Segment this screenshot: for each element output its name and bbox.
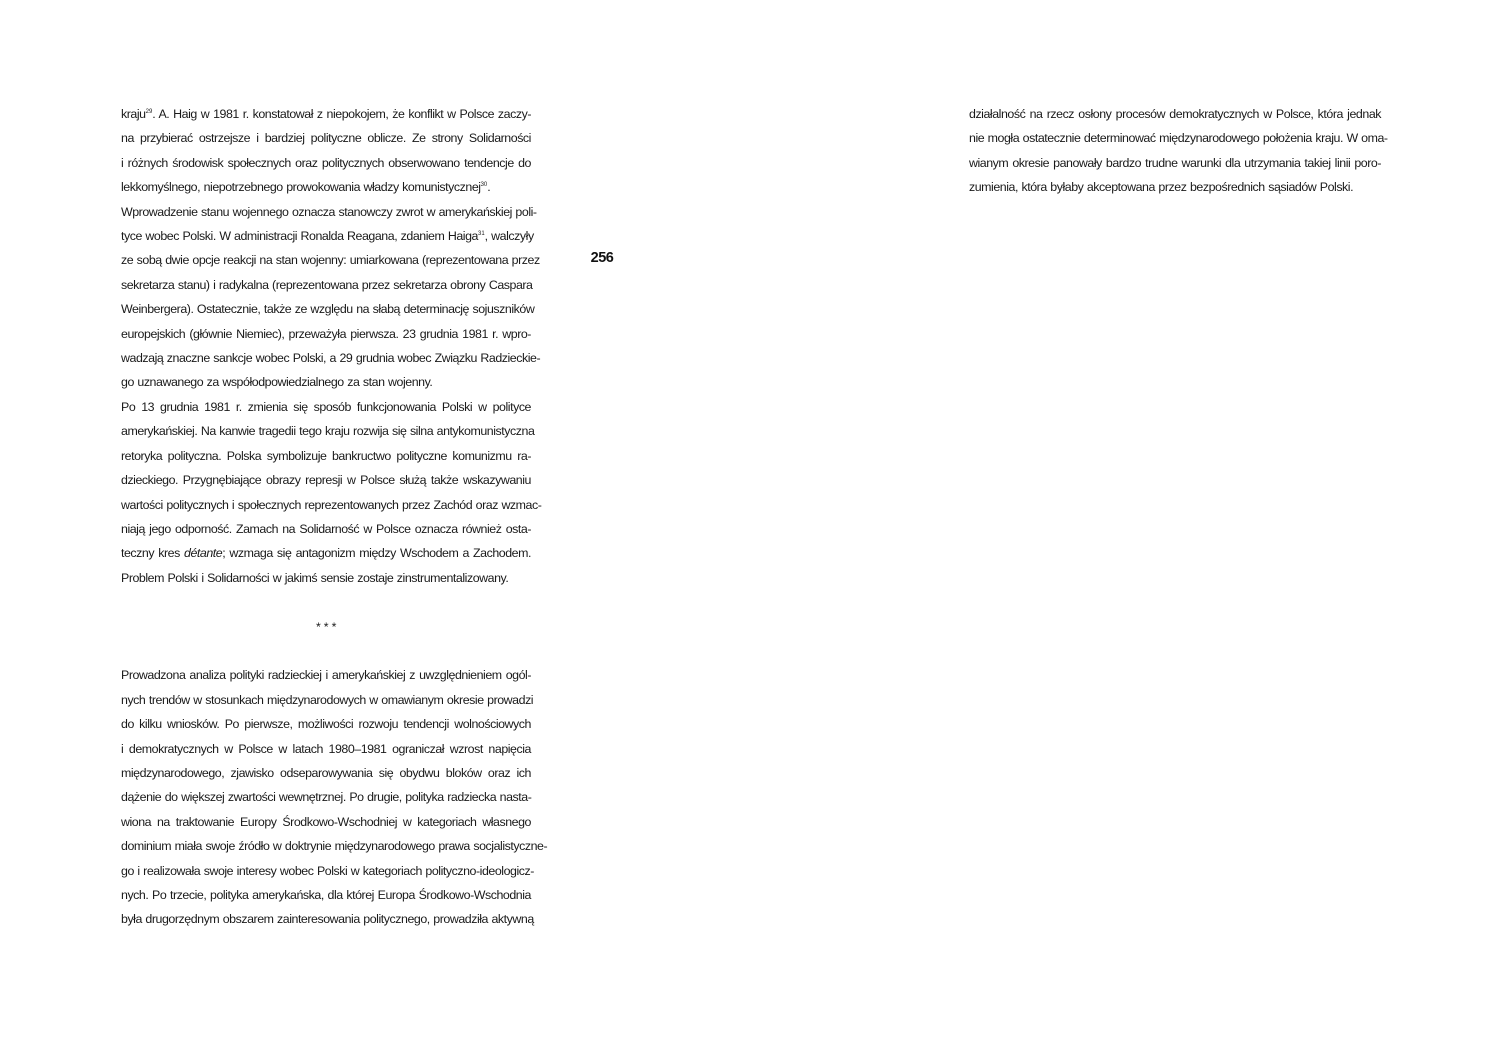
text-line: Po 13 grudnia 1981 r. zmienia się sposób funkcjonowania Polski w polityce [121,399,531,414]
text-line: go i realizowała swoje interesy wobec Polski w kategoriach polityczno-ideologicz- [121,863,534,878]
text-line: Weinbergera). Ostatecznie, także ze względu na słabą determinację sojuszników [121,302,535,317]
text-line: kraju$^{29}$. A. Haig w 1981 r. konstatował z niepokojem, że konflikt w Polsce zaczy- [121,107,531,121]
blank-line [121,590,531,614]
text-line: go uznawanego za współodpowiedzialnego za stan wojenny. [121,375,433,390]
section-separator: * * * [315,619,337,634]
text-line: na przybierać ostrzejsze i bardziej polityczne oblicze. Ze strony Solidarności [121,131,531,146]
footnote-ref[interactable]: 30 [480,182,488,189]
text-line: zumienia, która byłaby akceptowana przez bezpośrednich sąsiadów Polski. [969,180,1354,195]
text-line: i demokratycznych w Polsce w latach 1980–1981 ograniczał wzrost napięcia [121,741,531,756]
text-line: lekkomyślnego, niepotrzebnego prowokowania władzy komunistycznej$^{30}$. [121,180,491,195]
text-line: dążenie do większej zwartości wewnętrznej. Po drugie, polityka radziecka nasta- [121,790,532,805]
text-line: dominium miała swoje źródło w doktrynie międzynarodowego prawa socjalistyczne- [121,839,548,854]
text-line: działalność na rzecz osłony procesów demokratycznych w Polsce, która jednak [969,107,1381,121]
text-line: retoryka polityczna. Polska symbolizuje bankructwo polityczne komunizmu ra- [121,448,531,463]
text-line: była drugorzędnym obszarem zainteresowania politycznego, prowadziła aktywną [121,912,534,927]
text-line: tyce wobec Polski. W administracji Ronalda Reagana, zdaniem Haiga$^{31}$, walczyły [121,229,534,244]
text-line: Prowadzona analiza polityki radzieckiej i amerykańskiej z uwzględnieniem ogól- [121,668,531,683]
left-text-column [121,102,548,932]
text-line: sekretarza stanu) i radykalna (reprezentowana przez sekretarza obrony Caspara [121,277,533,292]
text-line: europejskich (głównie Niemiec), przeważyła pierwsza. 23 grudnia 1981 r. wpro- [121,326,531,341]
text-line: nie mogła ostatecznie determinować międzynarodowego położenia kraju. W oma- [969,131,1388,146]
text-line: amerykańskiej. Na kanwie tragedii tego kraju rozwija się silna antykomunistyczna [121,424,535,439]
footnote-ref[interactable]: 31 [477,231,485,238]
page-number: 256 [590,250,614,266]
italic-term: détante [184,546,223,561]
right-text-column [969,102,1388,200]
text-line: wadzają znaczne sankcje wobec Polski, a 29 grudnia wobec Związku Radzieckie- [121,351,541,366]
text-line: Problem Polski i Solidarności w jakimś sensie zostaje zinstrumentalizowany. [121,570,509,585]
text-line: wianym okresie panowały bardzo trudne warunki dla utrzymania takiej linii poro- [969,155,1381,170]
text-line: Wprowadzenie stanu wojennego oznacza stanowczy zwrot w amerykańskiej poli- [121,204,537,219]
text-line: wartości politycznych i społecznych reprezentowanych przez Zachód oraz wzmac- [121,497,542,512]
text-line: niają jego odporność. Zamach na Solidarność w Polsce oznacza również osta- [121,521,531,536]
text-line: ze sobą dwie opcje reakcji na stan wojenny: umiarkowana (reprezentowana przez [121,253,540,268]
text-line: nych trendów w stosunkach międzynarodowych w omawianym okresie prowadzi [121,692,534,707]
text-line: i różnych środowisk społecznych oraz politycznych obserwowano tendencje do [121,155,531,170]
blank-line [121,639,531,663]
text-line: wiona na traktowanie Europy Środkowo-Wschodniej w kategoriach własnego [121,814,531,829]
text-line: teczny kres détante; wzmaga się antagonizm między Wschodem a Zachodem. [121,546,531,561]
text-line: dzieckiego. Przygnębiające obrazy represji w Polsce służą także wskazywaniu [121,473,531,488]
text-line: do kilku wniosków. Po pierwsze, możliwości rozwoju tendencji wolnościowych [121,717,531,732]
footnote-ref[interactable]: 29 [145,109,153,115]
text-line: międzynarodowego, zjawisko odseparowywania się obydwu bloków oraz ich [121,765,531,780]
text-line: nych. Po trzecie, polityka amerykańska, dla której Europa Środkowo-Wschodnia [121,887,531,902]
